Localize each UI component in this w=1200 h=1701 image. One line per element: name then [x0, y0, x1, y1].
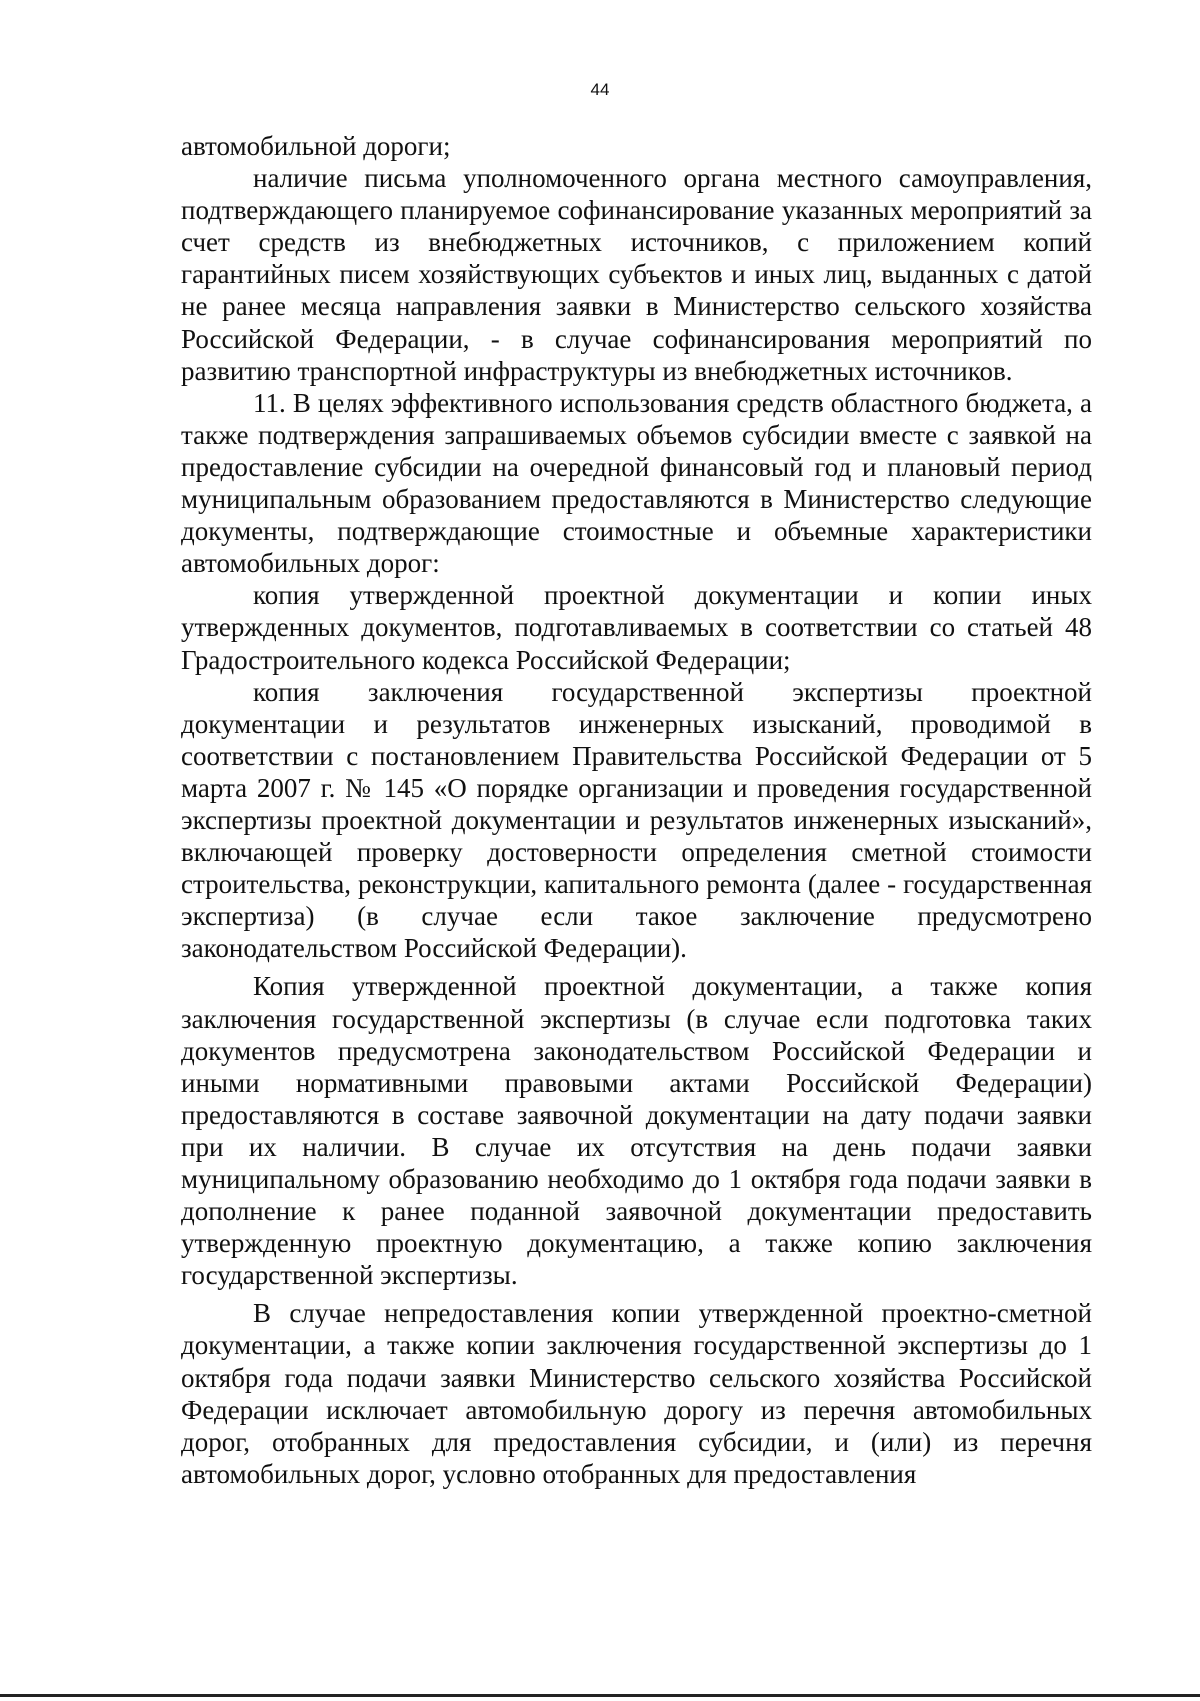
paragraph-project-documentation: копия утвержденной проектной документации и копии иных утвержденных документов, подготавливаемых в соответствии со статьей 48 Градостроительного кодекса Российской Федерации;	[181, 580, 1092, 675]
paragraph-continuation: автомобильной дороги;	[181, 131, 451, 161]
page-number: 44	[590, 80, 610, 99]
bottom-border-line	[0, 1694, 1200, 1697]
paragraph-state-expertise: копия заключения государственной экспертизы проектной документации и результатов инженерных изысканий, проводимой в соответствии с постановлением Правительства Российской Федерации от 5 марта 2007 г. № 145 «О порядке организации и проведения государственной экспертизы проектной документации и результатов инженерных изысканий», включающей проверку достоверности определения сметной стоимости строительства, реконструкции, капитального ремонта (далее - государственная экспертиза) (в случае если такое заключение предусмотрено законодательством Российской Федерации).	[181, 676, 1092, 964]
paragraph-exclusion-terms: В случае непредоставления копии утвержденной проектно-сметной документации, а также копии заключения государственной экспертизы до 1 октября года подачи заявки Министерство сельского хозяйства Российской Федерации исключает автомобильную дорогу из перечня автомобильных дорог, отобранных для предоставления субсидии, и (или) из перечня автомобильных дорог, условно отобранных для предоставления	[181, 1298, 1092, 1489]
document-body	[181, 130, 1092, 1490]
paragraph-letter-requirement: наличие письма уполномоченного органа местного самоуправления, подтверждающего планируемое софинансирование указанных мероприятий за счет средств из внебюджетных источников, с приложением копий гарантийных писем хозяйствующих субъектов и иных лиц, выданных с датой не ранее месяца направления заявки в Министерство сельского хозяйства Российской Федерации, - в случае софинансирования мероприятий по развитию транспортной инфраструктуры из внебюджетных источников.	[181, 163, 1092, 386]
paragraph-submission-terms: Копия утвержденной проектной документации, а также копия заключения государственной экспертизы (в случае если подготовка таких документов предусмотрена законодательством Российской Федерации и иными нормативными правовыми актами Российской Федерации) предоставляются в составе заявочной документации на дату подачи заявки при их наличии. В случае их отсутствия на день подачи заявки муниципальному образованию необходимо до 1 октября года подачи заявки в дополнение к ранее поданной заявочной документации предоставить утвержденную проектную документацию, а также копию заключения государственной экспертизы.	[181, 971, 1092, 1291]
paragraph-clause-11: 11. В целях эффективного использования средств областного бюджета, а также подтверждения запрашиваемых объемов субсидии вместе с заявкой на предоставление субсидии на очередной финансовый год и плановый период муниципальным образованием предоставляются в Министерство следующие документы, подтверждающие стоимостные и объемные характеристики автомобильных дорог:	[181, 387, 1092, 579]
